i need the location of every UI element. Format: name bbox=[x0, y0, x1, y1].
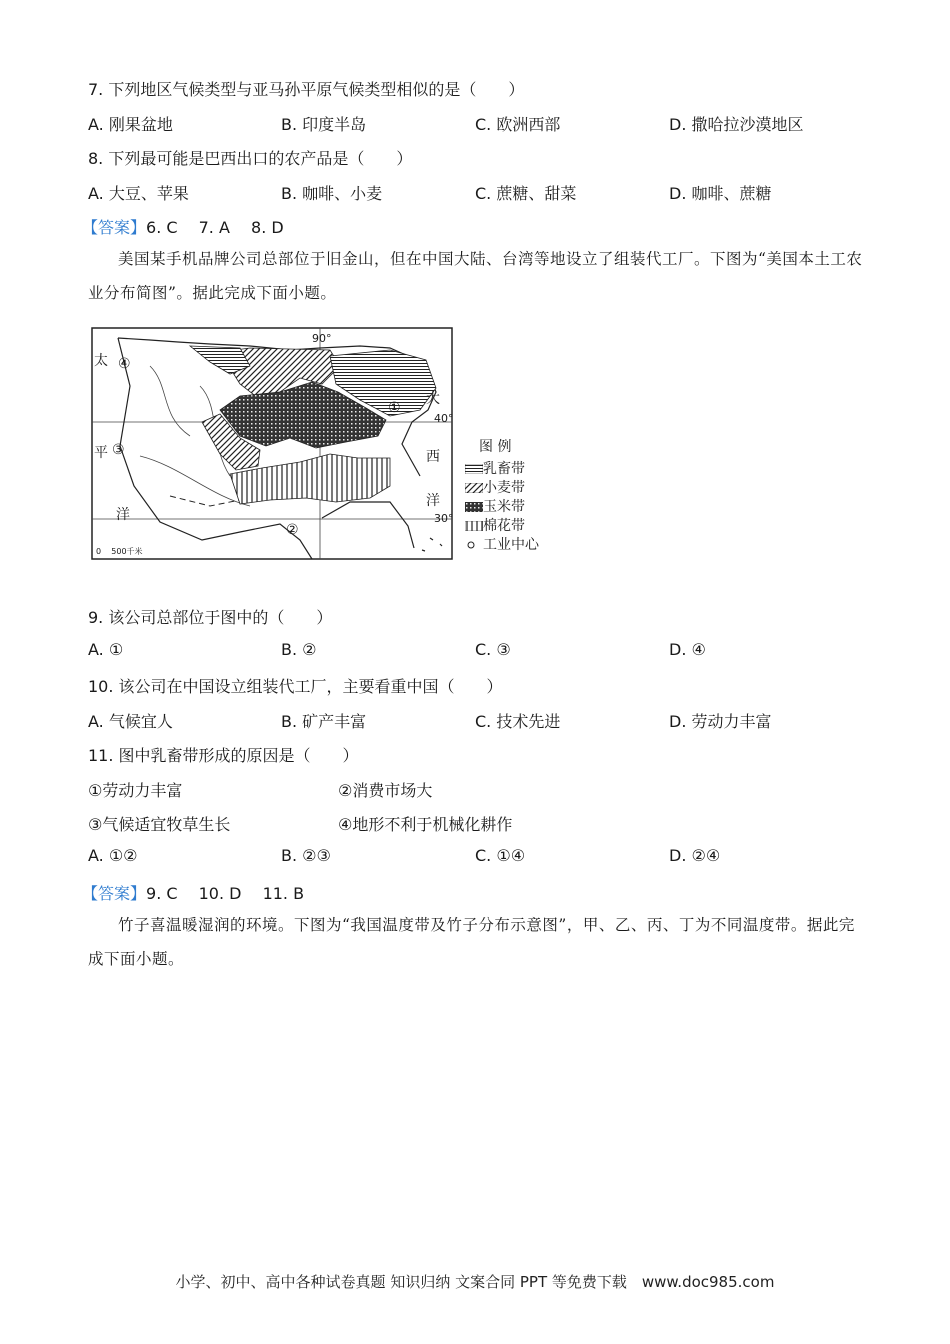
option-d: D. 劳动力丰富 bbox=[669, 712, 772, 731]
pacific-label-1: 太 bbox=[94, 353, 108, 369]
answer-tag: 【答案】 bbox=[82, 218, 147, 237]
legend-label: 小麦带 bbox=[483, 480, 525, 496]
question-11-items-row2 bbox=[88, 812, 888, 834]
statement-3: ③气候适宜牧草生长 bbox=[88, 815, 231, 834]
industry-center-1: ① bbox=[388, 400, 401, 416]
question-9-stem: 9. 该公司总部位于图中的（ ） bbox=[88, 608, 333, 627]
legend-label: 玉米带 bbox=[483, 499, 525, 515]
question-11-options bbox=[88, 846, 888, 868]
statement-1: ①劳动力丰富 bbox=[88, 781, 183, 800]
option-b: B. 印度半岛 bbox=[281, 115, 367, 134]
question-7-stem: 7. 下列地区气候类型与亚马孙平原气候类型相似的是（ ） bbox=[88, 80, 525, 99]
passage-1: 美国某手机品牌公司总部位于旧金山，但在中国大陆、台湾等地设立了组装代工厂。下图为“美国本土工农业分布简图”。据此完成下面小题。 bbox=[88, 250, 863, 302]
statement-2: ②消费市场大 bbox=[338, 781, 433, 800]
option-a: A. 刚果盆地 bbox=[88, 115, 173, 134]
legend-item-dairy bbox=[465, 458, 550, 477]
legend-title: 图 例 bbox=[479, 439, 512, 455]
answer-text: 9. C 10. D 11. B bbox=[146, 884, 305, 903]
option-b: B. 咖啡、小麦 bbox=[281, 184, 383, 203]
option-a: A. 大豆、苹果 bbox=[88, 184, 189, 203]
legend-item-corn bbox=[465, 496, 550, 515]
legend-item-cotton bbox=[465, 515, 550, 534]
question-7-options bbox=[88, 112, 888, 134]
option-d: D. 撒哈拉沙漠地区 bbox=[669, 115, 804, 134]
answer-tag: 【答案】 bbox=[82, 884, 147, 903]
option-a: A. ① bbox=[88, 640, 124, 659]
answer-text: 6. C 7. A 8. D bbox=[146, 218, 284, 237]
legend-item-wheat bbox=[465, 477, 550, 496]
map-legend bbox=[465, 436, 550, 553]
industry-center-2: ② bbox=[286, 522, 299, 538]
question-9-options bbox=[88, 640, 888, 662]
legend-label: 乳畜带 bbox=[483, 461, 525, 477]
option-b: B. ② bbox=[281, 640, 317, 659]
question-10-options bbox=[88, 709, 888, 731]
latitude-30-label: 30° bbox=[434, 512, 454, 525]
longitude-90-label: 90° bbox=[312, 332, 332, 345]
passage-2: 竹子喜温暖湿润的环境。下图为“我国温度带及竹子分布示意图”，甲、乙、丙、丁为不同温度带。据此完成下面小题。 bbox=[88, 916, 855, 968]
statement-4: ④地形不利于机械化耕作 bbox=[338, 815, 513, 834]
option-c: C. 蔗糖、甜菜 bbox=[475, 184, 577, 203]
option-c: C. 欧洲西部 bbox=[475, 115, 561, 134]
answer-line-2 bbox=[82, 881, 304, 904]
atlantic-label-3: 洋 bbox=[426, 493, 440, 509]
option-c: C. 技术先进 bbox=[475, 712, 561, 731]
option-c: C. ③ bbox=[475, 640, 511, 659]
pacific-label-3: 洋 bbox=[116, 507, 130, 523]
question-8-options bbox=[88, 181, 888, 203]
option-a: A. ①② bbox=[88, 846, 138, 865]
atlantic-label-1: 大 bbox=[426, 391, 440, 407]
scale-bar-label: 0 500千米 bbox=[96, 547, 143, 556]
question-10-stem: 10. 该公司在中国设立组装代工厂，主要看重中国（ ） bbox=[88, 677, 503, 696]
option-d: D. ②④ bbox=[669, 846, 721, 865]
option-b: B. ②③ bbox=[281, 846, 331, 865]
legend-label: 棉花带 bbox=[483, 518, 525, 534]
atlantic-label-2: 西 bbox=[426, 449, 440, 465]
industry-center-4: ④ bbox=[118, 356, 131, 372]
industry-center-3: ③ bbox=[112, 442, 125, 458]
option-c: C. ①④ bbox=[475, 846, 526, 865]
option-b: B. 矿产丰富 bbox=[281, 712, 367, 731]
question-11-stem: 11. 图中乳畜带形成的原因是（ ） bbox=[88, 746, 359, 765]
answer-line-1 bbox=[82, 215, 284, 238]
legend-label: 工业中心 bbox=[483, 537, 539, 553]
option-d: D. ④ bbox=[669, 640, 706, 659]
option-d: D. 咖啡、蔗糖 bbox=[669, 184, 772, 203]
legend-item-industry bbox=[465, 534, 550, 553]
pacific-label-2: 平 bbox=[94, 445, 108, 461]
page-footer: 小学、初中、高中各种试卷真题 知识归纳 文案合同 PPT 等免费下载 www.doc985.com bbox=[175, 1273, 775, 1291]
question-8-stem: 8. 下列最可能是巴西出口的农产品是（ ） bbox=[88, 149, 413, 168]
option-a: A. 气候宜人 bbox=[88, 712, 173, 731]
us-agriculture-industry-map bbox=[90, 326, 550, 561]
latitude-40-label: 40° bbox=[434, 412, 454, 425]
question-11-items-row1 bbox=[88, 778, 888, 800]
